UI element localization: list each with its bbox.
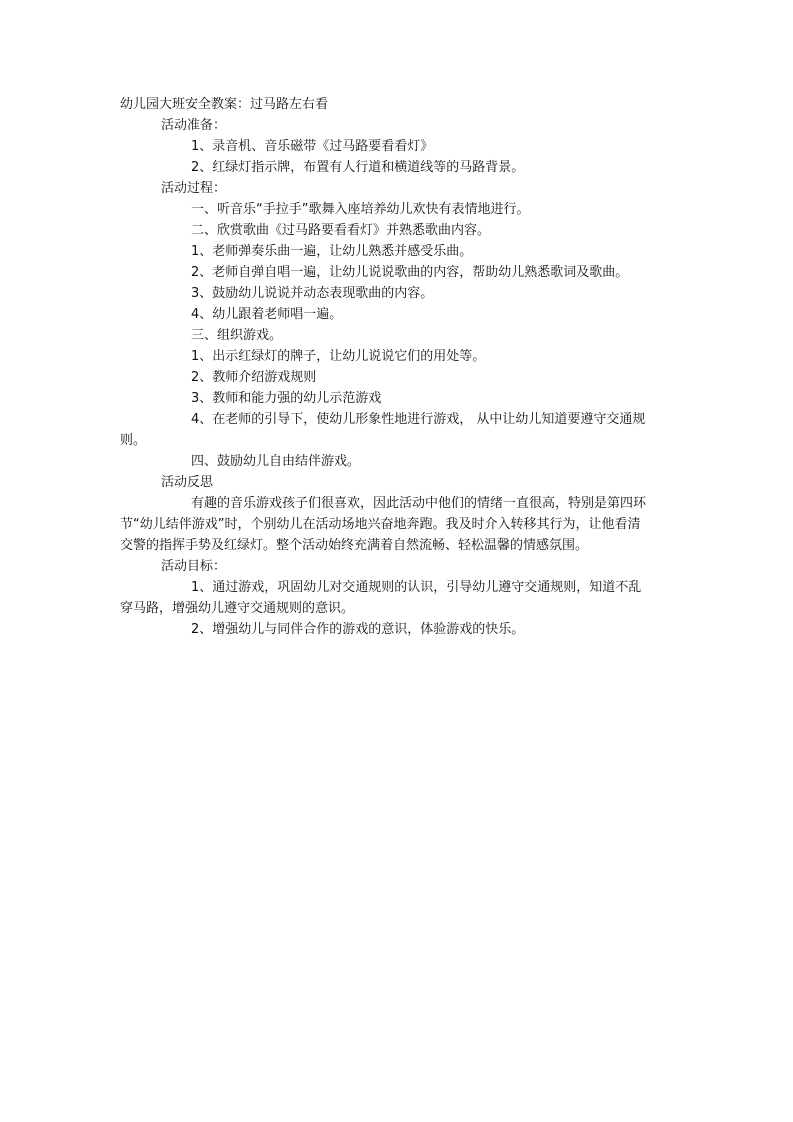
paragraph-line: 1、通过游戏，巩固幼儿对交通规则的认识，引导幼儿遵守交通规则，知道不乱 <box>191 580 642 595</box>
paragraph-line: 1、录音机、音乐磁带《过马路要看看灯》 <box>191 139 434 154</box>
paragraph-line: 3、教师和能力强的幼儿示范游戏 <box>191 391 382 406</box>
section-heading-preparation: 活动准备： <box>161 118 227 133</box>
paragraph-line: 1、老师弹奏乐曲一遍，让幼儿熟悉并感受乐曲。 <box>191 244 473 259</box>
paragraph-line: 三、组织游戏。 <box>191 328 283 343</box>
paragraph-line: 一、听音乐“手拉手”歌舞入座培养幼儿欢快有表情地进行。 <box>191 202 530 217</box>
paragraph-line: 穿马路，增强幼儿遵守交通规则的意识。 <box>120 601 355 616</box>
paragraph-line: 交警的指挥手势及红绿灯。整个活动始终充满着自然流畅、轻松温馨的情感氛围。 <box>120 538 589 553</box>
paragraph-line: 4、幼儿跟着老师唱一遍。 <box>191 307 343 322</box>
paragraph-line: 节“幼儿结伴游戏”时，个别幼儿在活动场地兴奋地奔跑。我及时介入转移其行为，让他看清 <box>120 517 641 532</box>
paragraph-line: 则。 <box>120 433 147 448</box>
paragraph-line: 2、老师自弹自唱一遍，让幼儿说说歌曲的内容，帮助幼儿熟悉歌词及歌曲。 <box>191 265 629 280</box>
paragraph-line: 3、鼓励幼儿说说并动态表现歌曲的内容。 <box>191 286 434 301</box>
section-heading-process: 活动过程： <box>161 181 227 196</box>
document-title: 幼儿园大班安全教案：过马路左右看 <box>120 97 329 112</box>
paragraph-line: 2、红绿灯指示牌，布置有人行道和横道线等的马路背景。 <box>191 160 525 175</box>
paragraph-line: 四、鼓励幼儿自由结伴游戏。 <box>191 454 361 469</box>
paragraph-line: 有趣的音乐游戏孩子们很喜欢，因此活动中他们的情绪一直很高，特别是第四环 <box>191 496 647 511</box>
paragraph-line: 二、欣赏歌曲《过马路要看看灯》并熟悉歌曲内容。 <box>191 223 491 238</box>
section-heading-reflection: 活动反思 <box>161 475 214 490</box>
section-heading-goals: 活动目标： <box>161 559 227 574</box>
paragraph-line: 2、增强幼儿与同伴合作的游戏的意识，体验游戏的快乐。 <box>191 622 525 637</box>
paragraph-line: 1、出示红绿灯的牌子，让幼儿说说它们的用处等。 <box>191 349 486 364</box>
paragraph-line: 2、教师介绍游戏规则 <box>191 370 317 385</box>
paragraph-line: 4、在老师的引导下，使幼儿形象性地进行游戏， 从中让幼儿知道要遵守交通规 <box>191 412 646 427</box>
